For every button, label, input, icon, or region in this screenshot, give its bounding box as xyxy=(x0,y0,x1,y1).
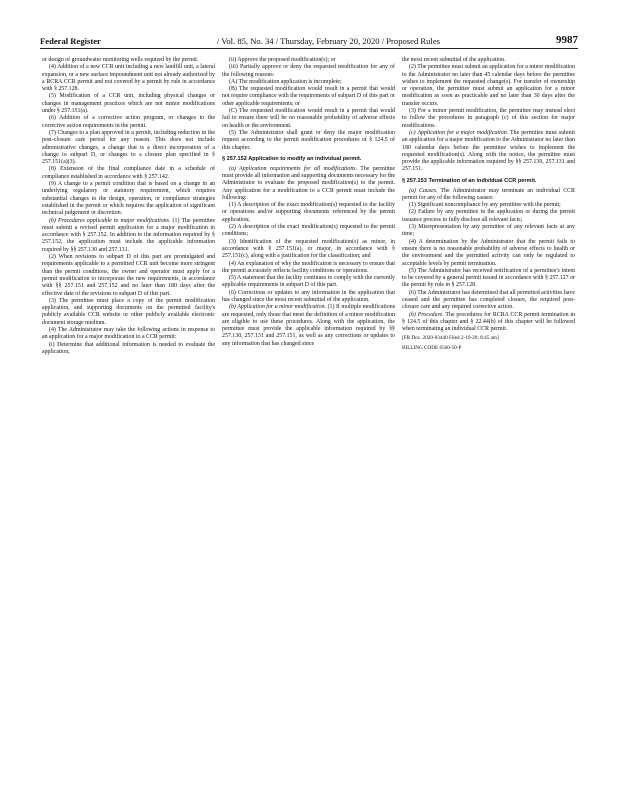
fr-doc-footnote: [FR Doc. 2020-03440 Filed 2-19-20; 8:45 am] xyxy=(402,335,499,342)
paragraph xyxy=(402,312,575,334)
paragraph-text: The Administrator may terminate an individual CCR permit for any of the following causes: xyxy=(402,187,575,201)
subsection-heading: (a) Causes. xyxy=(409,187,438,194)
column-1 xyxy=(42,57,215,356)
paragraph: (4) An explanation of why the modification is necessary to ensure that the permit accurately reflects facility conditions or operations. xyxy=(222,260,395,274)
paragraph: (i) Determine that additional information is needed to evaluate the application; xyxy=(42,341,215,355)
paragraph-text: (1) If multiple modifications are requested, only those that meet the definition of a minor modification are eligible to use these procedures. Along with the application, the permittee must provide the applicable information required by §§ 257.130, 257.131 and 257.151, as well as any corrections or updates to any information that has changed since xyxy=(222,304,395,347)
column-3 xyxy=(402,57,575,352)
paragraph: (5) A statement that the facility continues to comply with the currently applicable requirements in subpart D of this part. xyxy=(222,275,395,289)
section-heading: § 257.152 Application to modify an individual permit. xyxy=(222,155,362,162)
paragraph: the most recent submittal of the application. xyxy=(402,57,506,63)
paragraph xyxy=(402,130,575,174)
paragraph: (iii) Partially approve or deny the requested modification for any of the following reasons: xyxy=(222,64,395,78)
column-2 xyxy=(222,57,395,348)
paragraph xyxy=(222,304,395,348)
paragraph: (A) The modification application is incomplete; xyxy=(229,78,342,85)
paragraph: (6) The Administrator has determined that all permitted activities have ceased and the permittee has completed closure, the required post-closure care and any required corrective action. xyxy=(402,289,575,311)
paragraph: (4) The Administrator may take the following actions in response to an application for a major modification to a CCR permit: xyxy=(42,326,215,341)
paragraph: (2) Failure by any permittee in the application or during the permit issuance process to fully disclose all relevant facts; xyxy=(402,209,575,223)
paragraph: (3) Identification of the requested modification(s) as minor, in accordance with § 257.151(a), or major, in accordance with § 257.151(c), along with a justification for the classification; and xyxy=(222,238,395,260)
paragraph: (8) Extension of the final compliance date in a schedule of compliance established in accordance with § 257.142. xyxy=(42,166,215,180)
paragraph-text: The permittee must provide all information and supporting documents necessary for the Administrator to evaluate the proposed modification(s) to the permit. Any application for a modification to a CCR permit must include the following: xyxy=(222,165,395,201)
paragraph: (4) A determination by the Administrator that the permit fails to ensure there is no reasonable probability of adverse effects to health or the environment and the permitted activity can only be regulated to acceptable levels by permit termination. xyxy=(402,238,575,267)
paragraph: (1) A description of the exact modification(s) requested to the facility or operations and/or supporting documents referenced by the permit application; xyxy=(222,202,395,223)
page-number: 9987 xyxy=(556,34,578,46)
paragraph: (3) For a minor permit modification, the permittee may instead elect to follow the procedures in paragraph (c) of this section for major modifications. xyxy=(402,108,575,129)
paragraph: (2) When revisions to subpart D of this part are promulgated and requirements applicable to a permitted CCR unit become more stringent than the permit conditions, the owner and operator must apply for a permit modification to incorporate the new requirements, in accordance with §§ 257.151 and 257.152 and no later than 180 days after the effective date of the revisions to subpart D of this part. xyxy=(42,254,215,297)
paragraph: (5) The Administrator shall grant or deny the major modification request according to the permit modification procedures of § 124.5 of this chapter. xyxy=(222,129,395,151)
paragraph-text: The procedures for RCRA CCR permit termination in § 124.5 of this chapter and § 22.44(b) of this chapter will be followed when terminating an individual CCR permit. xyxy=(402,311,575,333)
paragraph: (B) The requested modification would result in a permit that would not require compliance with the requirements of subpart D of this part or other applicable requirements; or xyxy=(222,86,395,107)
paragraph-text: (1) The permittee must submit a revised permit application for a major modification in accordance with § 257.152. In addition to the information required by § 257.152, the application must include the applicable information required by §§ 257.130 and 257.131. xyxy=(42,217,216,253)
paragraph: (1) Significant noncompliance by any permittee with the permit; xyxy=(409,202,561,209)
paragraph: (3) The permittee must place a copy of the permit modification application, and supporting documents on the permitted facility's publicly available CCR website or other publicly available electronic document storage medium. xyxy=(42,297,215,326)
paragraph-text: The permittee must submit an application for a major modification to the Administrator no later than 180 calendar days before the permittee wishes to implement the requested modification(s). Along with the notice, the permittee must provide the applicable information required by §§ 257.130, 257.131 and 257.151. xyxy=(402,129,575,173)
subsection-heading: (b) Application for a minor modification. xyxy=(229,304,327,311)
section-heading: § 257.153 Termination of an individual CCR permit. xyxy=(402,177,537,184)
paragraph: (3) Misrepresentation by any permittee of any relevant facts at any time; xyxy=(402,224,575,238)
paragraph xyxy=(42,218,215,254)
subsection-heading: (c) Application for a major modification. xyxy=(409,129,509,136)
billing-code: BILLING CODE 6560-50-P xyxy=(402,344,462,351)
page-header xyxy=(40,30,578,49)
paragraph: (C) The requested modification would result in a permit that would fail to ensure there will be no reasonable probability of adverse effects on health or the environment. xyxy=(222,108,395,129)
paragraph: (2) A description of the exact modification(s) requested to the permit conditions; xyxy=(222,224,395,238)
paragraph: or design of groundwater monitoring wells required by the permit. xyxy=(42,57,199,63)
paragraph: (2) The permittee must submit an application for a minor modification to the Administrator no later than 45 calendar days before the permittee wishes to implement the requested change(s). For transfer of ownership or operation, the permittee must submit an application for a minor modification as soon as practicable and no later than 30 days after the transfer occurs. xyxy=(402,64,575,107)
paragraph: (6) Corrections or updates to any information in the application that has changed since the most recent submittal of the application. xyxy=(222,289,395,303)
subsection-heading: (b) Procedures applicable to major modifications. xyxy=(49,217,171,224)
paragraph xyxy=(222,166,395,202)
subsection-heading: (b) Procedure. xyxy=(409,311,444,318)
subsection-heading: (a) Application requirements for all modifications. xyxy=(229,165,358,172)
paragraph: (9) A change to a permit condition that is based on a change in an underlying regulatory or statutory requirement, which requires substantial changes to the design, operation, or compliance strategies established in the permit or which requires the application of significant technical judgement or discretion. xyxy=(42,181,215,217)
paragraph: (4) Addition of a new CCR unit including a new landfill unit, a lateral expansion, or a new surface impoundment unit not already authorized by a RCRA CCR permit and not covered by a permit by rule in accordance with § 257.128. xyxy=(42,64,215,93)
paragraph: (5) Modification of a CCR unit, including physical changes or changes in management practices which are not minor modifications under § 257.151(a). xyxy=(42,93,215,115)
paragraph: (7) Changes to a plan approved in a permit, including reduction in the post-closure care period for any reason. This does not include administrative changes, a change that is a direct incorporation of a change to subpart D, or changes to a closure plan specified in § 257.151(a)(3). xyxy=(42,129,215,166)
paragraph: (ii) Approve the proposed modification(s); or xyxy=(229,57,336,63)
publication-name: Federal Register xyxy=(40,36,101,46)
paragraph: (5) The Administrator has received notification of a permittee's intent to be covered by a general permit issued in accordance with § 257.127 or the permit by rule in § 257.128. xyxy=(402,267,575,289)
issue-details: / Vol. 85, No. 34 / Thursday, February 20, 2020 / Proposed Rules xyxy=(216,36,440,46)
paragraph xyxy=(402,188,575,203)
paragraph: (6) Addition of a corrective action program, or changes to the corrective action requirements in the permit. xyxy=(42,115,215,129)
